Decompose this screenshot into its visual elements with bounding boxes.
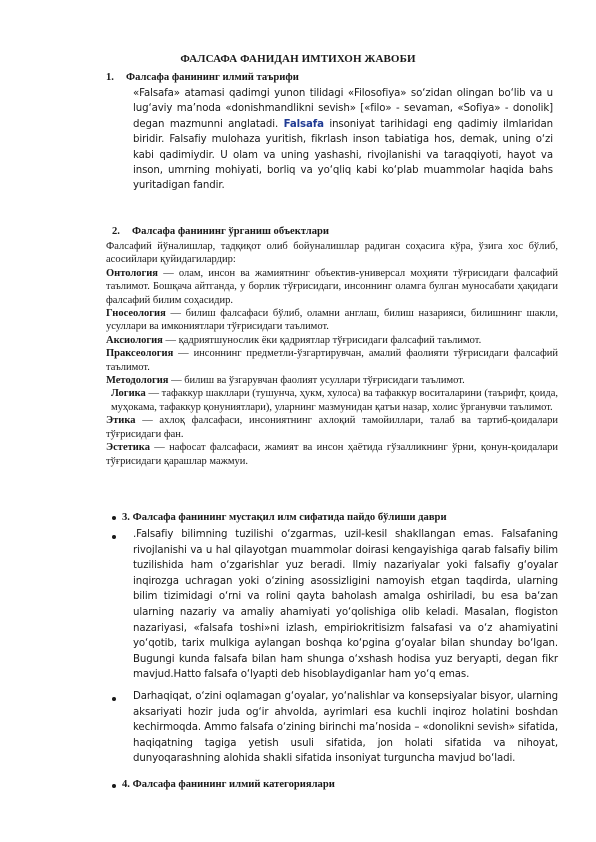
bullet-icon bbox=[112, 780, 120, 788]
bullet-icon bbox=[112, 693, 120, 701]
section-2-title: Фалсафа фанининг ўрганиш объектлари bbox=[132, 226, 330, 237]
section-1-text-post: insoniyat tarihidagi eng qadimiy ilmlaridan biridir. Falsafiy mulohaza yuritish, fikrlash inson tabiatiga hos, demak, uning o‘zi kabi qadimiydir. U olam va uning yashashi, rivojlanishi va taraqqiyoti, hayot va inson, umrning mohiyati, borliq va yo‘qliq kabi ko‘plab muammolar haqida bahs yuritadigan fandir. bbox=[133, 118, 553, 192]
bullet-icon bbox=[112, 531, 120, 539]
section-2-body bbox=[106, 240, 558, 468]
section-2-heading bbox=[112, 226, 329, 237]
section-2-intro: Фалсафий йўналишлар, тадқиқот олиб бойуналишлар радиган соҳасига кўра, ўзига хос бўлиб, асосийлари қуйидагилардир: bbox=[106, 241, 558, 266]
definition-ontology: Онтология — олам, инсон ва жамиятнинг объектив-универсал моҳияти тўғрисидаги фалсафий таълимот. Бошқача айтганда, у борлик тўғрисидаги, инсоннинг оламга булган муносабати ҳақидаги фалсафий билим соҳасидир. bbox=[106, 267, 558, 306]
section-2-number: 2. bbox=[112, 226, 120, 237]
page-title: ФАЛСАФА ФАНИДАН ИМТИХОН ЖАВОБИ bbox=[180, 53, 416, 65]
falsafa-keyword: Falsafa bbox=[283, 118, 324, 130]
section-3-paragraph-2: Darhaqiqat, o‘zini oqlamagan g‘oyalar, yo‘nalishlar va konsepsiyalar bisyor, ularning aksariyati hozir juda og‘ir ahvolda, ayrimlari esa kuchli inqiroz holatini boshdan kechirmoqda. Ammo falsafa o‘zining birinchi ma’nosida – «donolikni sevish» sifatida, haqiqatning tagiga yetish usuli sifatida, jon holati sifatida va nihoyat, dunyoqarashning alohida shakli sifatida insoniyat turguncha mavjud bo‘ladi. bbox=[133, 691, 558, 765]
definition-aesthetics: Эстетика — нафосат фалсафаси, жамият ва инсон ҳаётида гўзалликнинг ўрни, қонун-қоидалари тўғрисидаги қарашлар мажмуи. bbox=[106, 442, 558, 467]
section-3-paragraph-1: .Falsafiy bilimning tuzilishi o‘zgarmas, uzil-kesil shakllangan emas. Falsafaning rivojlanishi va u hal qilayotgan muammolar doirasi kengayishiga qarab falsafiy bilim tuzilishida ham o‘zgarishlar yuz beradi. Ilmiy nazariyalar yoki falsafiy g‘oyalar inqirozga uchragan yoki o‘zining asossizligini namoyish etgan taqdirda, ularning bilim tizimidagi o‘rni va rolini qayta baholash amalga oshiriladi, bu esa ba‘zan ularning nazariy va amaliy ahamiyati yo‘qolishiga olib keladi. Masalan, flogiston nazariyasi, «falsafa toshi»ni izlash, empiriokritisizm falsafasi va o‘z ahamiyatini yo‘qotib, tarix mulkiga aylangan boshqa ko‘pgina g‘oyalar bilan shunday bo‘lgan. Bugungi kunda falsafa bilan ham shunga o‘xshash hodisa yuz beryapti, degan fikr mavjud.Hatto falsafa o‘lyapti deb hisoblaydiganlar ham yo‘q emas. bbox=[133, 529, 558, 681]
definition-methodology: Методология — билиш ва ўзгарувчан фаолият усуллари тўғрисидаги таълимот. bbox=[106, 375, 465, 387]
section-1-number: 1. bbox=[106, 72, 114, 83]
definition-axiology: Аксиология — қадриятшунослик ёки қадриятлар тўғрисидаги фалсафий таълимот. bbox=[106, 334, 482, 346]
definition-gnoseology: Гносеология — билиш фалсафаси бўлиб, оламни англаш, билиш назарияси, билишнинг шакли, усуллари ва имкониятлари тўғрисидаги таълимот. bbox=[106, 308, 558, 333]
definition-praxeology: Праксеология — инсоннинг предметли-ўзгартирувчан, амалий фаолияти тўғрисидаги фалсафий таълимот. bbox=[106, 348, 558, 373]
section-1-title: Фалсафа фанининг илмий таърифи bbox=[126, 72, 299, 83]
section-4-heading: 4. Фалсафа фанининг илмий категориялари bbox=[122, 779, 335, 790]
section-3-heading: 3. Фалсафа фанининг мустақил илм сифатида пайдо бўлиши даври bbox=[122, 512, 447, 523]
definition-ethics: Этика — ахлоқ фалсафаси, инсониятнинг ахлоқий тамойиллари, талаб ва тартиб-қоидалари тўғрисидаги фан. bbox=[106, 415, 558, 440]
section-1-body bbox=[133, 86, 553, 194]
section-1-heading bbox=[106, 72, 299, 83]
bullet-icon bbox=[112, 512, 120, 520]
definition-logic: Логика — тафаккур шакллари (тушунча, ҳукм, хулоса) ва тафаккур воситаларини (таърифт, қоида, муҳокама, тафаккур қонуниятлари), уларнинг мазмунидан қатъи назар, холис ўрганувчи таълимот. bbox=[111, 388, 558, 413]
section-1-text-pre: «Falsafa» atamasi qadimgi yunon tilidagi «Filosofiya» so‘zidan olingan bo‘lib va u lug‘aviy ma’noda «donishmandlikni sevish» [«filo» - sevaman, «Sofiya» - donolik] degan mazmunni anglatadi. bbox=[133, 88, 553, 130]
